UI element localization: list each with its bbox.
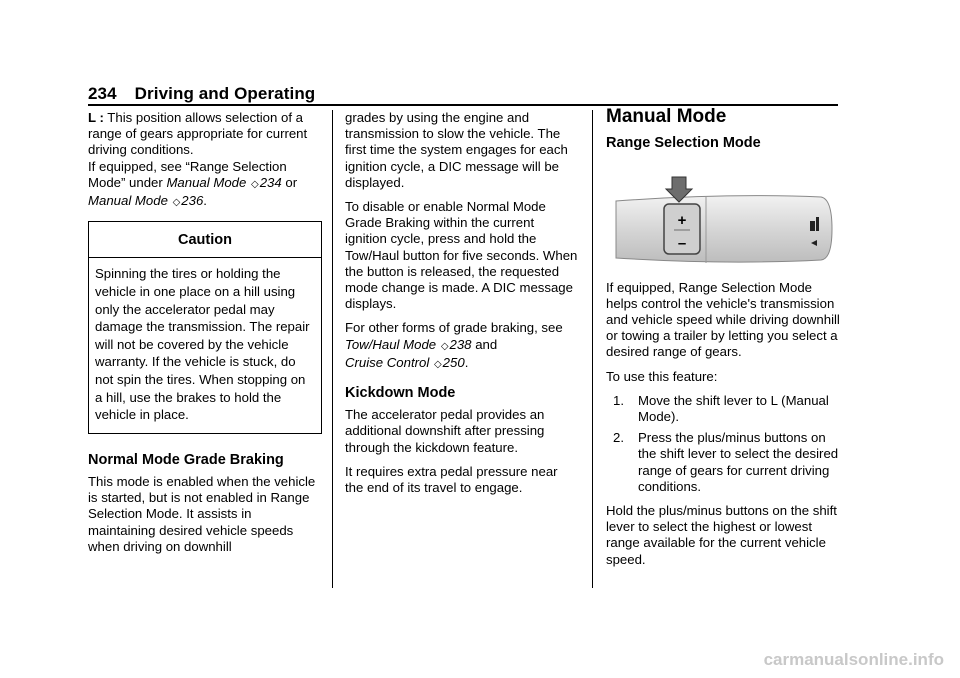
shift-lever-body	[616, 196, 832, 262]
step-text: Move the shift lever to L (Manual Mode).	[638, 392, 829, 425]
kickdown-paragraph-2: It requires extra pedal pressure near the end of its travel to engage.	[345, 463, 558, 496]
section-title: Manual Mode	[606, 106, 727, 127]
page-ref-2[interactable]: 236	[181, 193, 204, 209]
shift-lever-figure	[606, 159, 842, 269]
and-text: and	[471, 336, 498, 352]
period: .	[464, 354, 469, 370]
minus-label: –	[677, 235, 687, 253]
l-label: L :	[88, 110, 104, 125]
step-number: 2.	[613, 430, 624, 446]
tow-haul-link[interactable]: Tow/Haul Mode	[345, 336, 437, 352]
page-reference-arrow-icon: ◇	[251, 178, 259, 190]
normal-mode-body: This mode is enabled when the vehicle is started, but is not enabled in Range Selection Mode. It assists in maintaining desired vehicle speeds when driving on downhill	[88, 473, 316, 554]
chapter-title: Driving and Operating	[134, 84, 316, 103]
kickdown-heading: Kickdown Mode	[345, 385, 456, 402]
list-item	[606, 393, 842, 425]
column-2	[345, 110, 578, 504]
manual-mode-link-1[interactable]: Manual Mode	[166, 174, 247, 190]
page-header	[88, 84, 315, 104]
page-ref-4[interactable]: 250	[442, 354, 465, 370]
period: .	[203, 193, 207, 209]
or-text: or	[281, 174, 298, 190]
l-position-paragraph	[88, 110, 322, 211]
column-divider-1	[332, 110, 333, 588]
other-forms-text: For other forms of grade braking, see	[345, 320, 563, 336]
watermark: carmanualsonline.info	[763, 650, 944, 669]
l-text: This position allows selection of a range of gears appropriate for current driving conditions.	[88, 110, 308, 158]
manual-mode-link-2[interactable]: Manual Mode	[88, 193, 168, 209]
to-use-paragraph: To use this feature:	[606, 368, 718, 384]
plus-label: +	[677, 212, 687, 230]
caution-text: Spinning the tires or holding the vehicle in one place on a hill using only the accelerator pedal may damage the transmission. The repair will not be covered by the vehicle warranty. If the vehicle is stuck, do not spin the tires. When stopping on a hill, use the brakes to hold the vehicle in place.	[95, 266, 310, 423]
kickdown-paragraph-1: The accelerator pedal provides an additional downshift after pressing through the kickdown feature.	[345, 407, 545, 455]
equipped-text: If equipped, see “Range Selection Mode” under	[88, 158, 287, 190]
list-item	[606, 430, 842, 495]
caution-box	[88, 221, 322, 434]
range-selection-paragraph: If equipped, Range Selection Mode helps control the vehicle's transmission and vehicle speed while driving downhill or towing a trailer by letting you select a desired range of gears.	[606, 279, 840, 360]
page-reference-arrow-icon: ◇	[440, 340, 449, 352]
page-reference-arrow-icon: ◇	[433, 358, 442, 370]
column-divider-2	[592, 110, 593, 588]
page-number: 234	[88, 84, 117, 103]
step-number: 1.	[613, 392, 624, 408]
other-forms-paragraph	[345, 320, 578, 373]
page-ref-3[interactable]: 238	[449, 336, 472, 352]
hold-paragraph: Hold the plus/minus buttons on the shift lever to select the highest or lowest range available for the current vehicle speed.	[606, 503, 837, 567]
step-text: Press the plus/minus buttons on the shift lever to select the desired range of gears for current driving conditions.	[638, 430, 839, 494]
column-3	[606, 106, 842, 576]
cruise-control-link[interactable]: Cruise Control	[345, 354, 430, 370]
page-reference-arrow-icon: ◇	[172, 197, 181, 209]
caution-title: Caution	[89, 222, 321, 258]
grades-paragraph: grades by using the engine and transmission to slow the vehicle. The first time the system engages for each ignition cycle, a DIC message will be displayed.	[345, 110, 568, 190]
disable-paragraph: To disable or enable Normal Mode Grade Braking within the current ignition cycle, press and hold the Tow/Haul button for five seconds. When the button is released, the requested mode change is made. A DIC message displays.	[345, 199, 578, 312]
range-selection-heading: Range Selection Mode	[606, 135, 761, 152]
normal-mode-heading: Normal Mode Grade Braking	[88, 451, 284, 468]
steps-list	[606, 393, 842, 495]
page-ref-1[interactable]: 234	[259, 174, 282, 190]
column-1	[88, 110, 322, 563]
